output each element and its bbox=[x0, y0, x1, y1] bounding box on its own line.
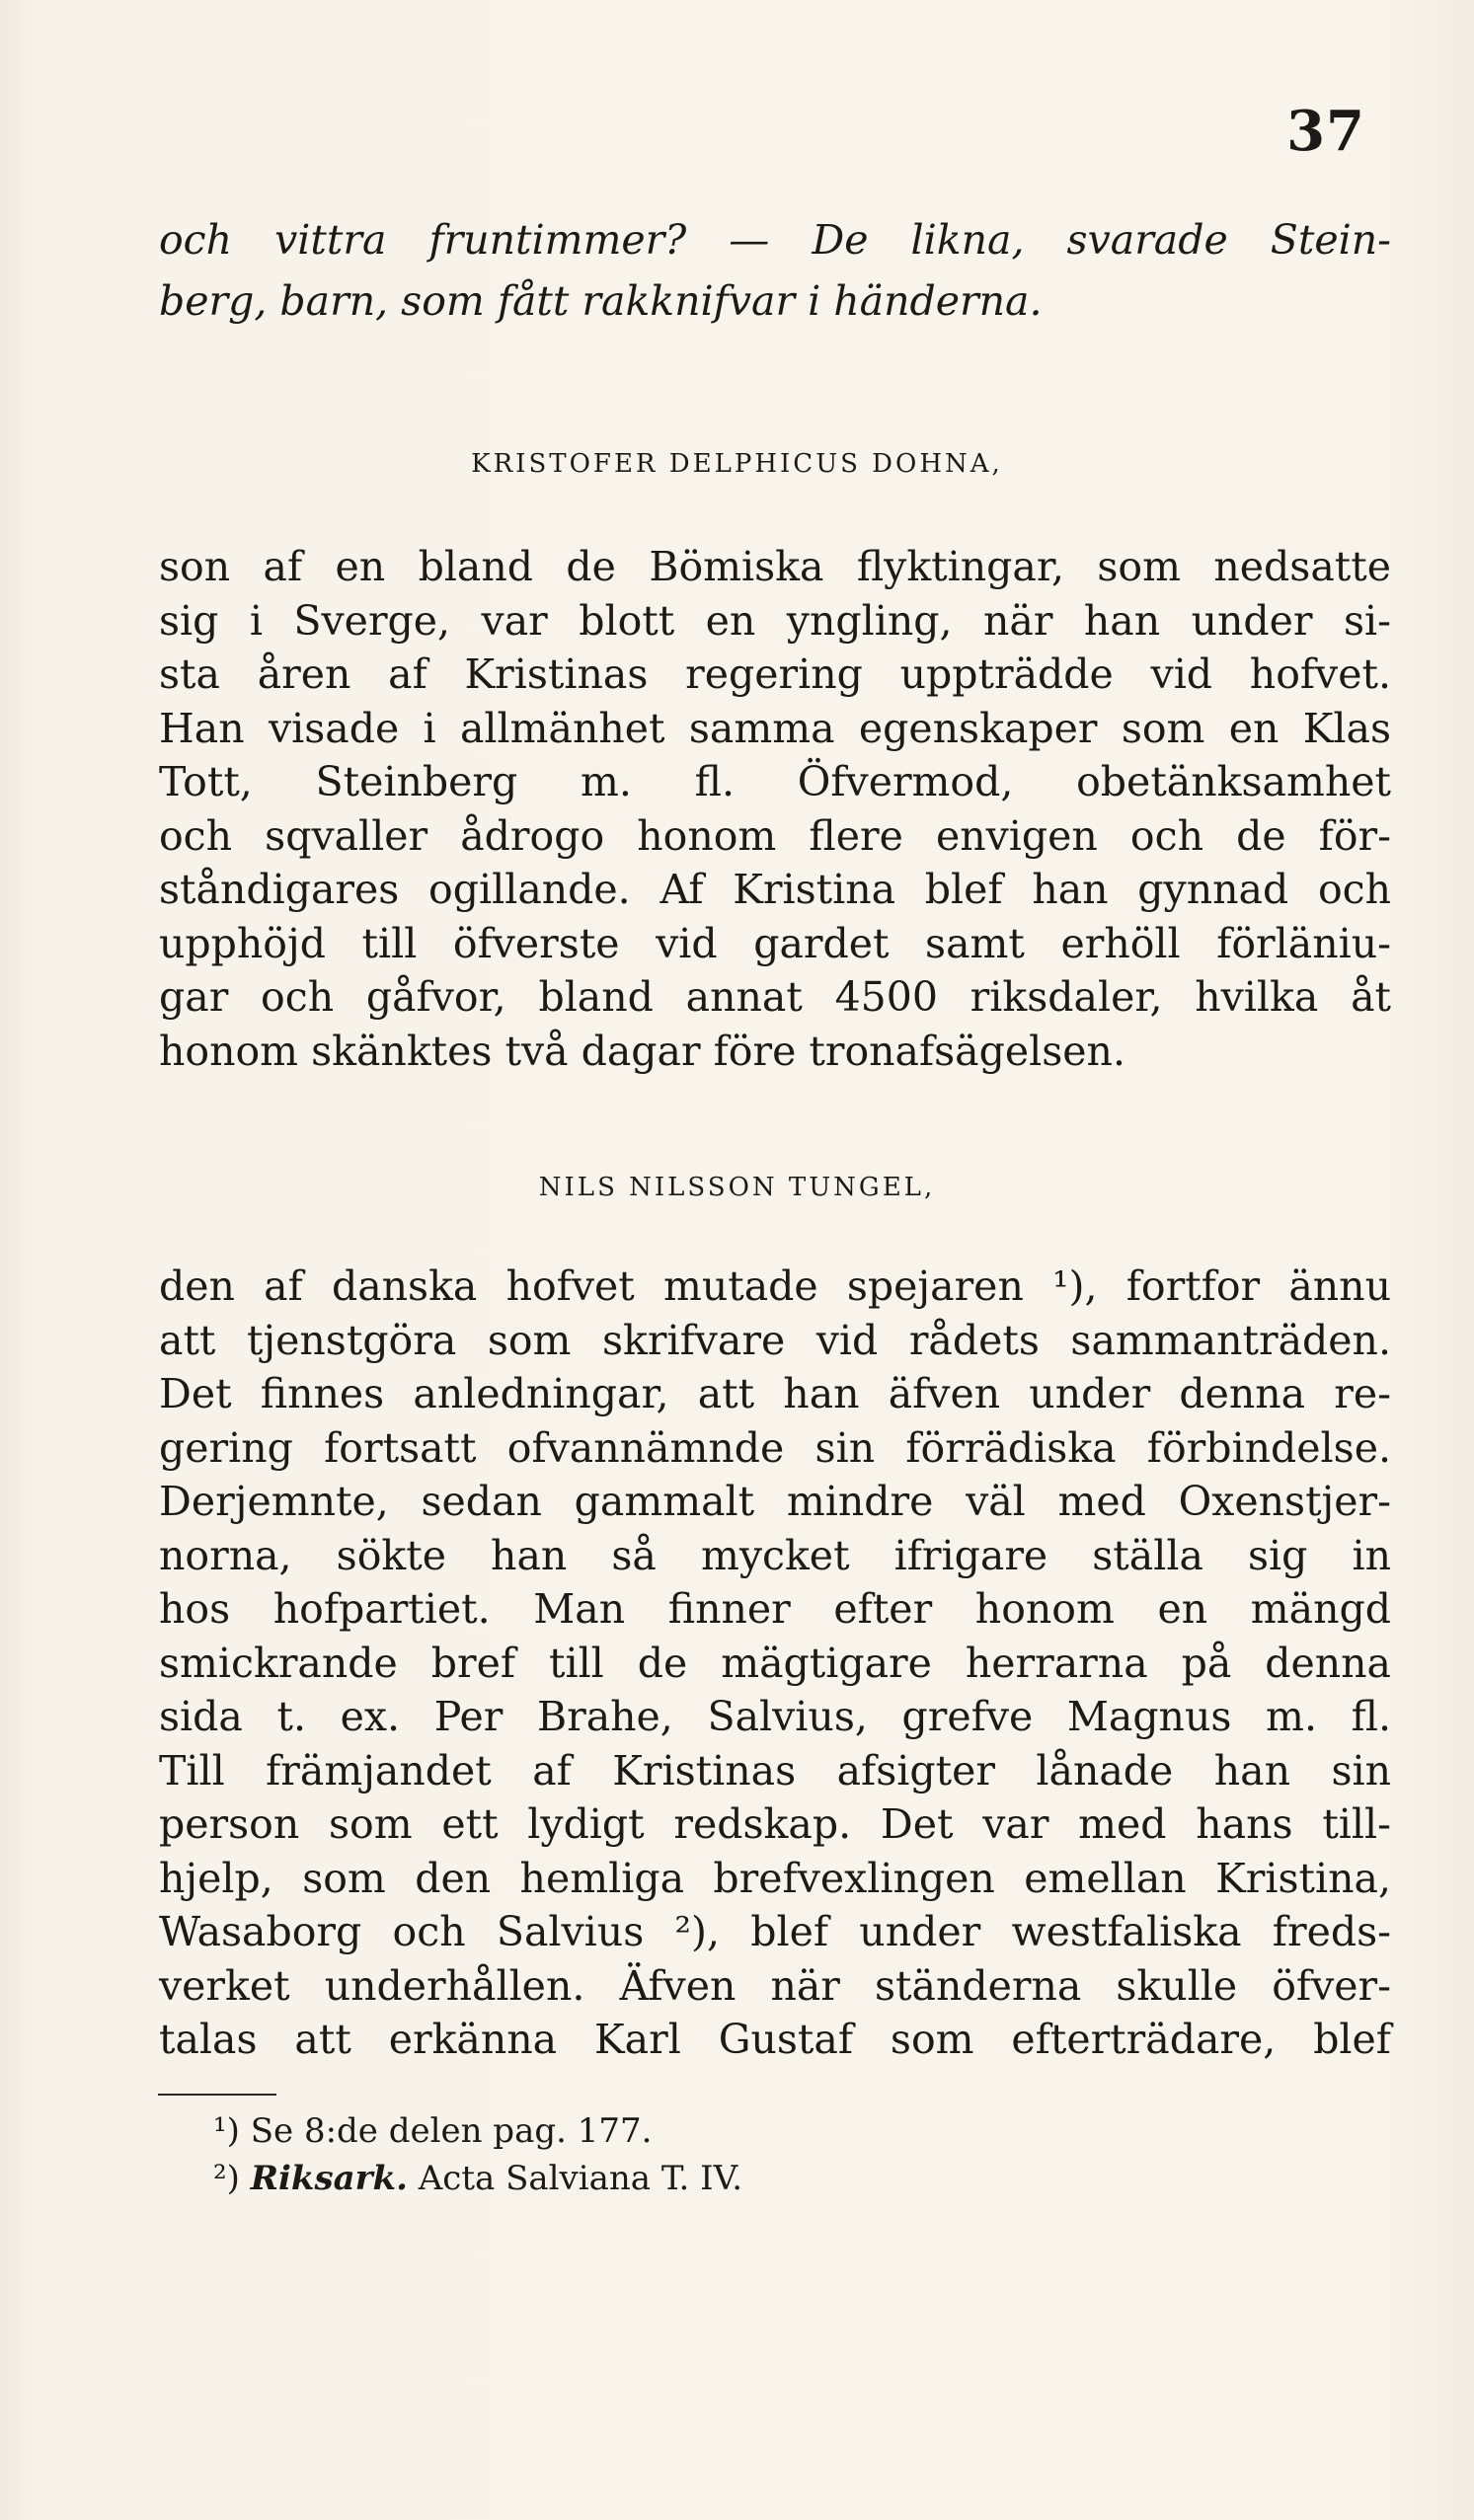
page-number: 37 bbox=[1286, 99, 1365, 164]
text-line: talas att erkänna Karl Gustaf som efterträdare, blef bbox=[159, 2016, 1391, 2063]
footnote-divider bbox=[158, 2094, 276, 2096]
footnote-text: Acta Salviana T. IV. bbox=[418, 2159, 742, 2198]
footnotes bbox=[213, 2107, 1102, 2202]
text-line: Tott, Steinberg m. fl. Öfvermod, obetänksamhet bbox=[159, 758, 1391, 805]
footnote bbox=[213, 2107, 1102, 2155]
body-paragraph bbox=[159, 540, 1391, 1078]
footnote-marker: ²) bbox=[213, 2159, 240, 2198]
text-line: berg, barn, som fått rakknifvar i händerna. bbox=[159, 277, 1043, 325]
text-line: Wasaborg och Salvius ²), blef under westfaliska freds- bbox=[159, 1908, 1391, 1955]
text-line: och vittra fruntimmer? — De likna, svarade Stein- bbox=[159, 216, 1391, 264]
text-line: person som ett lydigt redskap. Det var med hans till- bbox=[159, 1800, 1391, 1848]
text-line: att tjenstgöra som skrifvare vid rådets sammanträden. bbox=[159, 1316, 1391, 1364]
text-line: sida t. ex. Per Brahe, Salvius, grefve Magnus m. fl. bbox=[159, 1693, 1391, 1740]
section-heading: NILS NILSSON TUNGEL, bbox=[538, 1173, 936, 1202]
footnote-marker: ¹) bbox=[213, 2111, 240, 2151]
footnote bbox=[213, 2155, 1102, 2202]
text-line: upphöjd till öfverste vid gardet samt erhöll förläniu- bbox=[159, 919, 1391, 967]
text-line: gering fortsatt ofvannämnde sin förrädiska förbindelse. bbox=[159, 1423, 1391, 1472]
intro-paragraph bbox=[159, 209, 1391, 332]
text-line: den af danska hofvet mutade spejaren ¹), fortfor ännu bbox=[159, 1262, 1391, 1310]
text-line: sta åren af Kristinas regering uppträdde vid hofvet. bbox=[159, 650, 1391, 698]
text-line: och sqvaller ådrogo honom flere envigen och de för- bbox=[159, 811, 1391, 860]
text-line: Det finnes anledningar, att han äfven under denna re- bbox=[159, 1370, 1391, 1417]
text-line: honom skänktes två dagar före tronafsägelsen. bbox=[159, 1027, 1125, 1075]
text-line: smickrande bref till de mägtigare herrarna på denna bbox=[159, 1639, 1391, 1687]
text-line: Han visade i allmänhet samma egenskaper som en Klas bbox=[159, 704, 1391, 752]
text-line: Till främjandet af Kristinas afsigter lånade han sin bbox=[159, 1746, 1391, 1795]
footnote-source-label: Riksark. bbox=[250, 2159, 408, 2198]
text-line: sig i Sverge, var blott en yngling, när han under si- bbox=[159, 596, 1391, 645]
footnote-text: Se 8:de delen pag. 177. bbox=[250, 2111, 653, 2151]
text-line: son af en bland de Bömiska flyktingar, som nedsatte bbox=[159, 543, 1391, 590]
text-line: ståndigares ogillande. Af Kristina blef han gynnad och bbox=[159, 866, 1391, 913]
text-line: hos hofpartiet. Man finner efter honom en mängd bbox=[159, 1585, 1391, 1633]
body-paragraph bbox=[159, 1260, 1391, 2067]
text-line: norna, sökte han så mycket ifrigare ställa sig in bbox=[159, 1531, 1391, 1579]
section-heading: KRISTOFER DELPHICUS DOHNA, bbox=[471, 449, 1003, 479]
text-line: Derjemnte, sedan gammalt mindre väl med Oxenstjer- bbox=[159, 1478, 1391, 1525]
text-line: verket underhållen. Äfven när ständerna skulle öfver- bbox=[159, 1961, 1391, 2010]
text-line: hjelp, som den hemliga brefvexlingen emellan Kristina, bbox=[159, 1854, 1391, 1902]
text-line: gar och gåfvor, bland annat 4500 riksdaler, hvilka åt bbox=[159, 973, 1391, 1021]
